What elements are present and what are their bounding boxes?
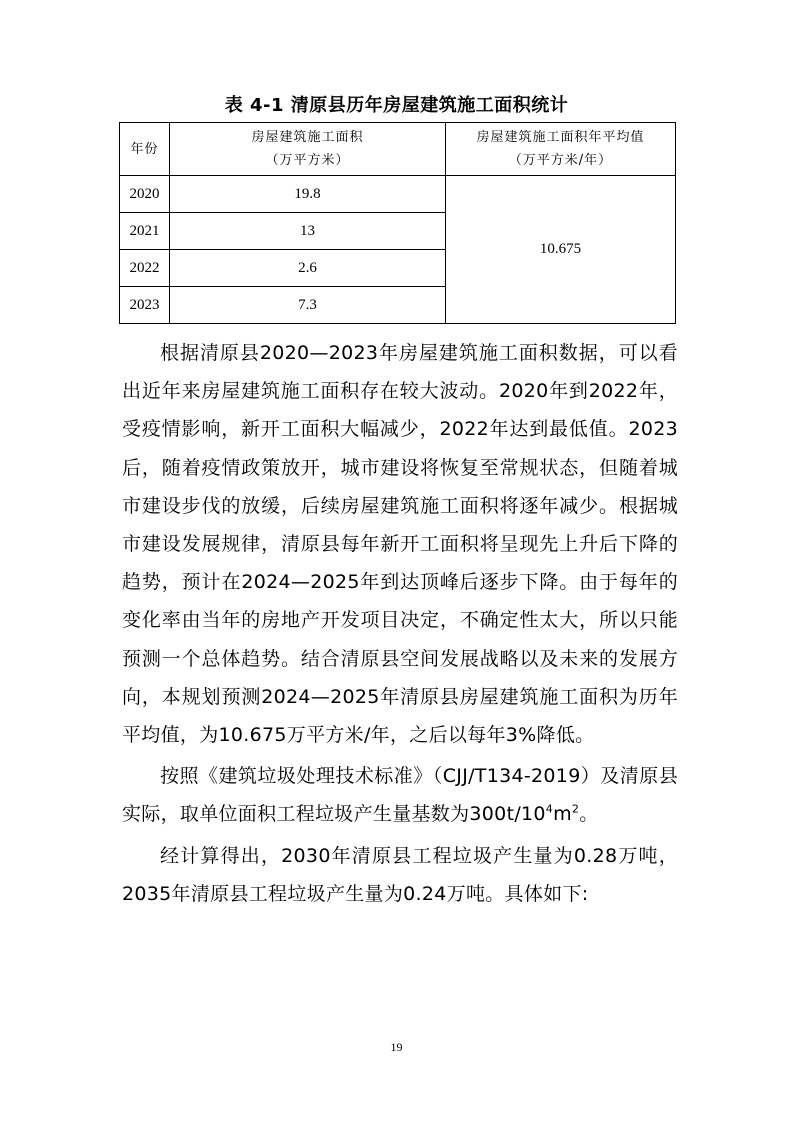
construction-area-table	[119, 122, 676, 324]
table-row	[120, 176, 676, 213]
cell-year: 2023	[120, 287, 170, 324]
cell-average: 10.675	[446, 176, 676, 324]
table-title: 表 4-1 清原县历年房屋建筑施工面积统计	[224, 95, 569, 116]
header-area	[170, 123, 446, 176]
paragraph-trend-analysis: 根据清原县2020—2023年房屋建筑施工面积数据，可以看出近年来房屋建筑施工面积存在较大波动。2020年到2022年，受疫情影响，新开工面积大幅减少，2022年达到最低值。2023后，随着疫情政策放开，城市建设将恢复至常规状态，但随着城市建设步伐的放缓，后续房屋建筑施工面积将逐年减少。根据城市建设发展规律，清原县每年新开工面积将呈现先上升后下降的趋势，预计在2024—2025年到达顶峰后逐步下降。由于每年的变化率由当年的房地产开发项目决定，不确定性太大，所以只能预测一个总体趋势。结合清原县空间发展战略以及未来的发展方向，本规划预测2024—2025年清原县房屋建筑施工面积为历年平均值，为10.675万平方米/年，之后以每年3%降低。	[122, 342, 678, 747]
cell-area: 19.8	[170, 176, 446, 213]
cell-area: 2.6	[170, 250, 446, 287]
paragraph-standard-basis: 按照《建筑垃圾处理技术标准》（CJJ/T134-2019）及清原县实际，取单位面积工程垃圾产生量基数为$300t/10^4m^2$。	[122, 765, 678, 826]
body-text	[122, 334, 678, 913]
cell-area: 7.3	[170, 287, 446, 324]
header-area-title: 房屋建筑施工面积	[251, 130, 364, 145]
header-year: 年份	[120, 123, 170, 176]
paragraph-calculation-result: 经计算得出，2030年清原县工程垃圾产生量为0.28万吨，2035年清原县工程垃圾产生量为0.24万吨。具体如下:	[122, 844, 678, 905]
cell-year: 2021	[120, 213, 170, 250]
cell-year: 2020	[120, 176, 170, 213]
page-number: 19	[390, 1040, 403, 1054]
table-header-row	[120, 123, 676, 176]
header-area-unit: （万平方米）	[265, 153, 350, 168]
header-average	[446, 123, 676, 176]
cell-year: 2022	[120, 250, 170, 287]
cell-area: 13	[170, 213, 446, 250]
header-average-title: 房屋建筑施工面积年平均值	[476, 130, 645, 145]
header-average-unit: （万平方米/年）	[508, 153, 613, 168]
